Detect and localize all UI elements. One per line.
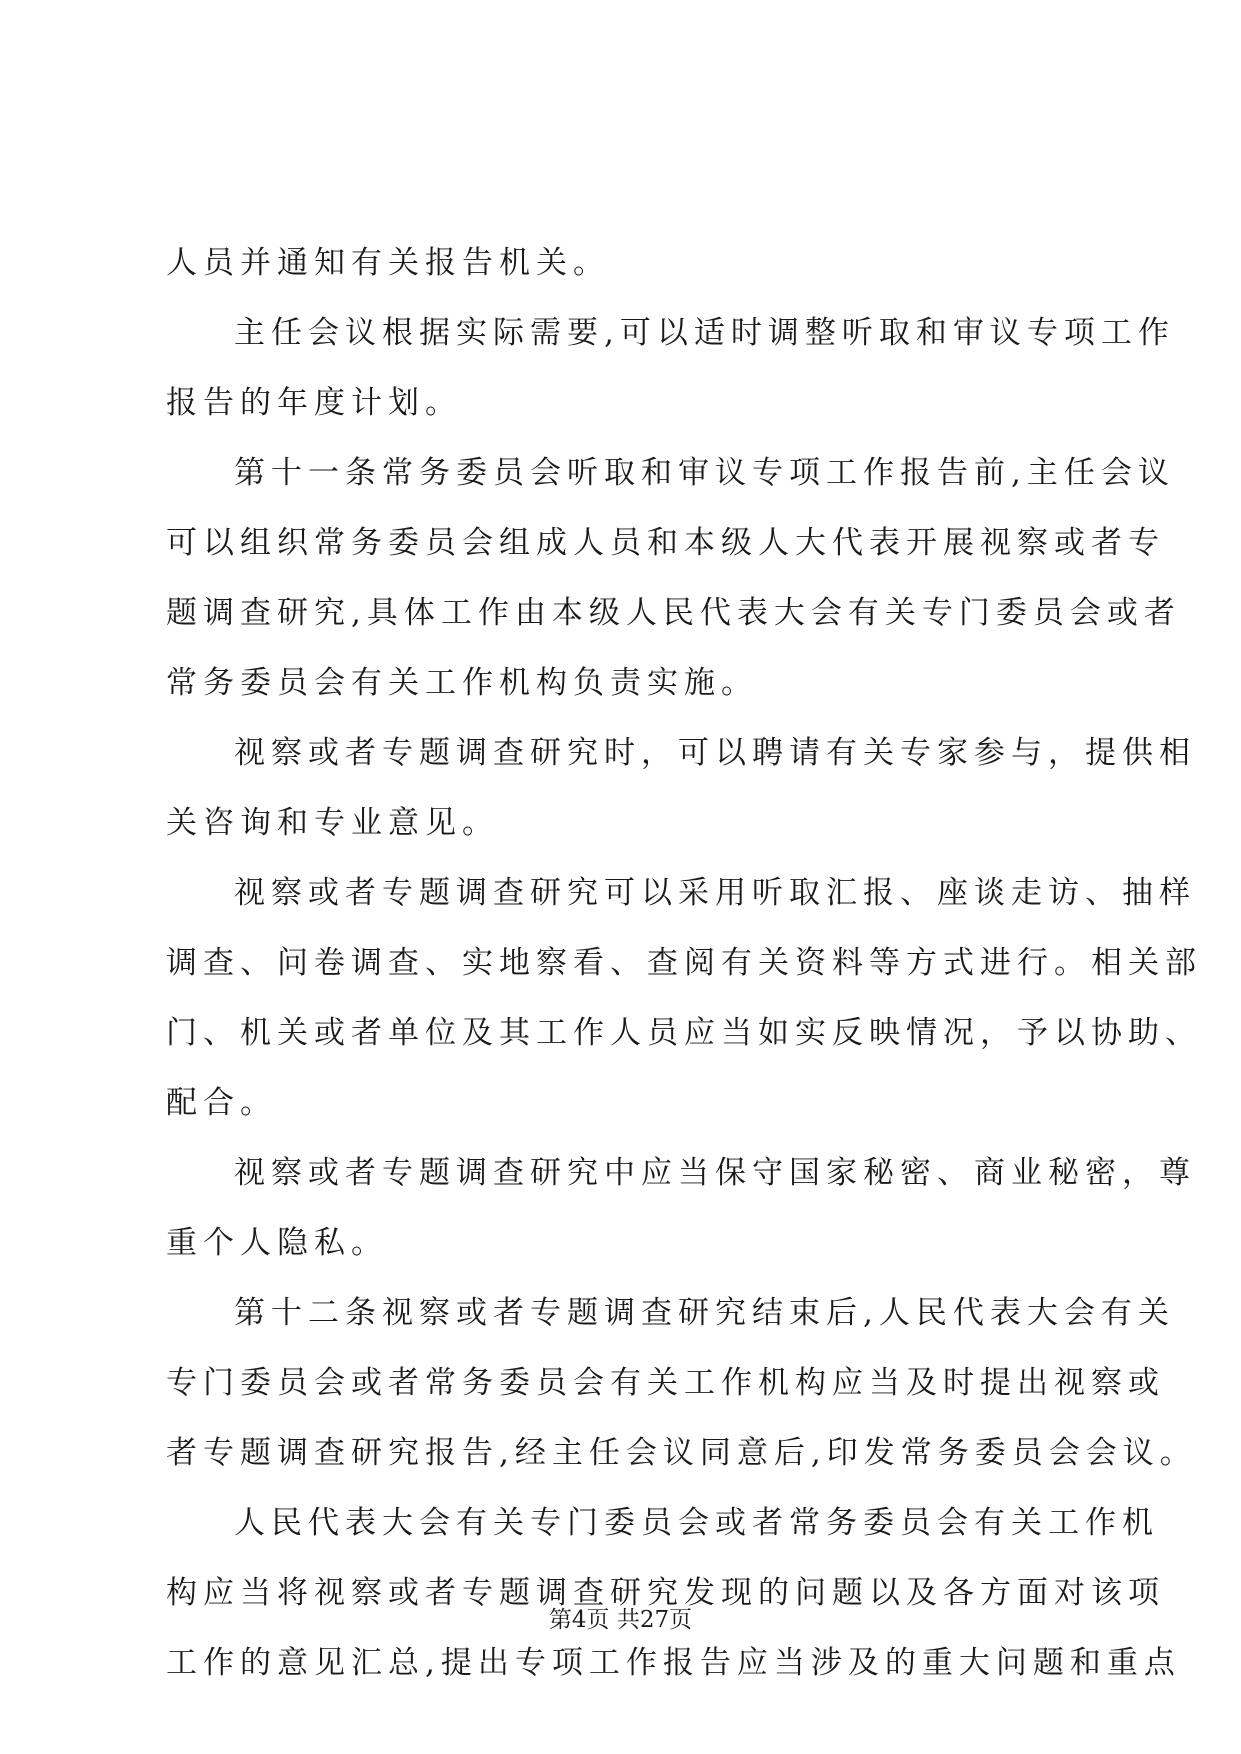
text-line: 视察或者专题调查研究时，可以聘请有关专家参与，提供相 [234,735,1196,771]
text-line: 关咨询和专业意见。 [166,805,499,841]
text-line: 视察或者专题调查研究可以采用听取汇报、座谈走访、抽样 [234,875,1196,911]
text-line: 重个人隐私。 [166,1225,388,1261]
text-line: 人员并通知有关报告机关。 [166,245,610,281]
text-line: 主任会议根据实际需要,可以适时调整听取和审议专项工作 [234,315,1175,351]
text-line: 人民代表大会有关专门委员会或者常务委员会有关工作机 [234,1505,1159,1541]
text-line: 门、机关或者单位及其工作人员应当如实反映情况，予以协助、 [166,1015,1202,1051]
text-line: 视察或者专题调查研究中应当保守国家秘密、商业秘密，尊 [234,1155,1196,1191]
text-line: 构应当将视察或者专题调查研究发现的问题以及各方面对该项 [166,1575,1165,1611]
text-line: 者专题调查研究报告,经主任会议同意后,印发常务委员会会议。 [166,1435,1197,1471]
document-body [166,228,1202,1698]
text-line: 可以组织常务委员会组成人员和本级人大代表开展视察或者专 [166,525,1165,561]
text-line: 第十二条视察或者专题调查研究结束后,人民代表大会有关 [234,1295,1175,1331]
text-line: 题调查研究,具体工作由本级人民代表大会有关专门委员会或者 [166,595,1181,631]
text-line: 常务委员会有关工作机构负责实施。 [166,665,758,701]
text-line: 报告的年度计划。 [166,385,462,421]
text-line: 工作的意见汇总,提出专项工作报告应当涉及的重大问题和重点 [166,1645,1181,1681]
page-number-label: 第4页 共27页 [548,1607,693,1633]
text-line: 调查、问卷调查、实地察看、查阅有关资料等方式进行。相关部 [166,945,1202,981]
text-line: 专门委员会或者常务委员会有关工作机构应当及时提出视察或 [166,1365,1165,1401]
text-line: 配合。 [166,1085,277,1121]
page-footer [0,1605,1241,1635]
text-line: 第十一条常务委员会听取和审议专项工作报告前,主任会议 [234,455,1175,491]
